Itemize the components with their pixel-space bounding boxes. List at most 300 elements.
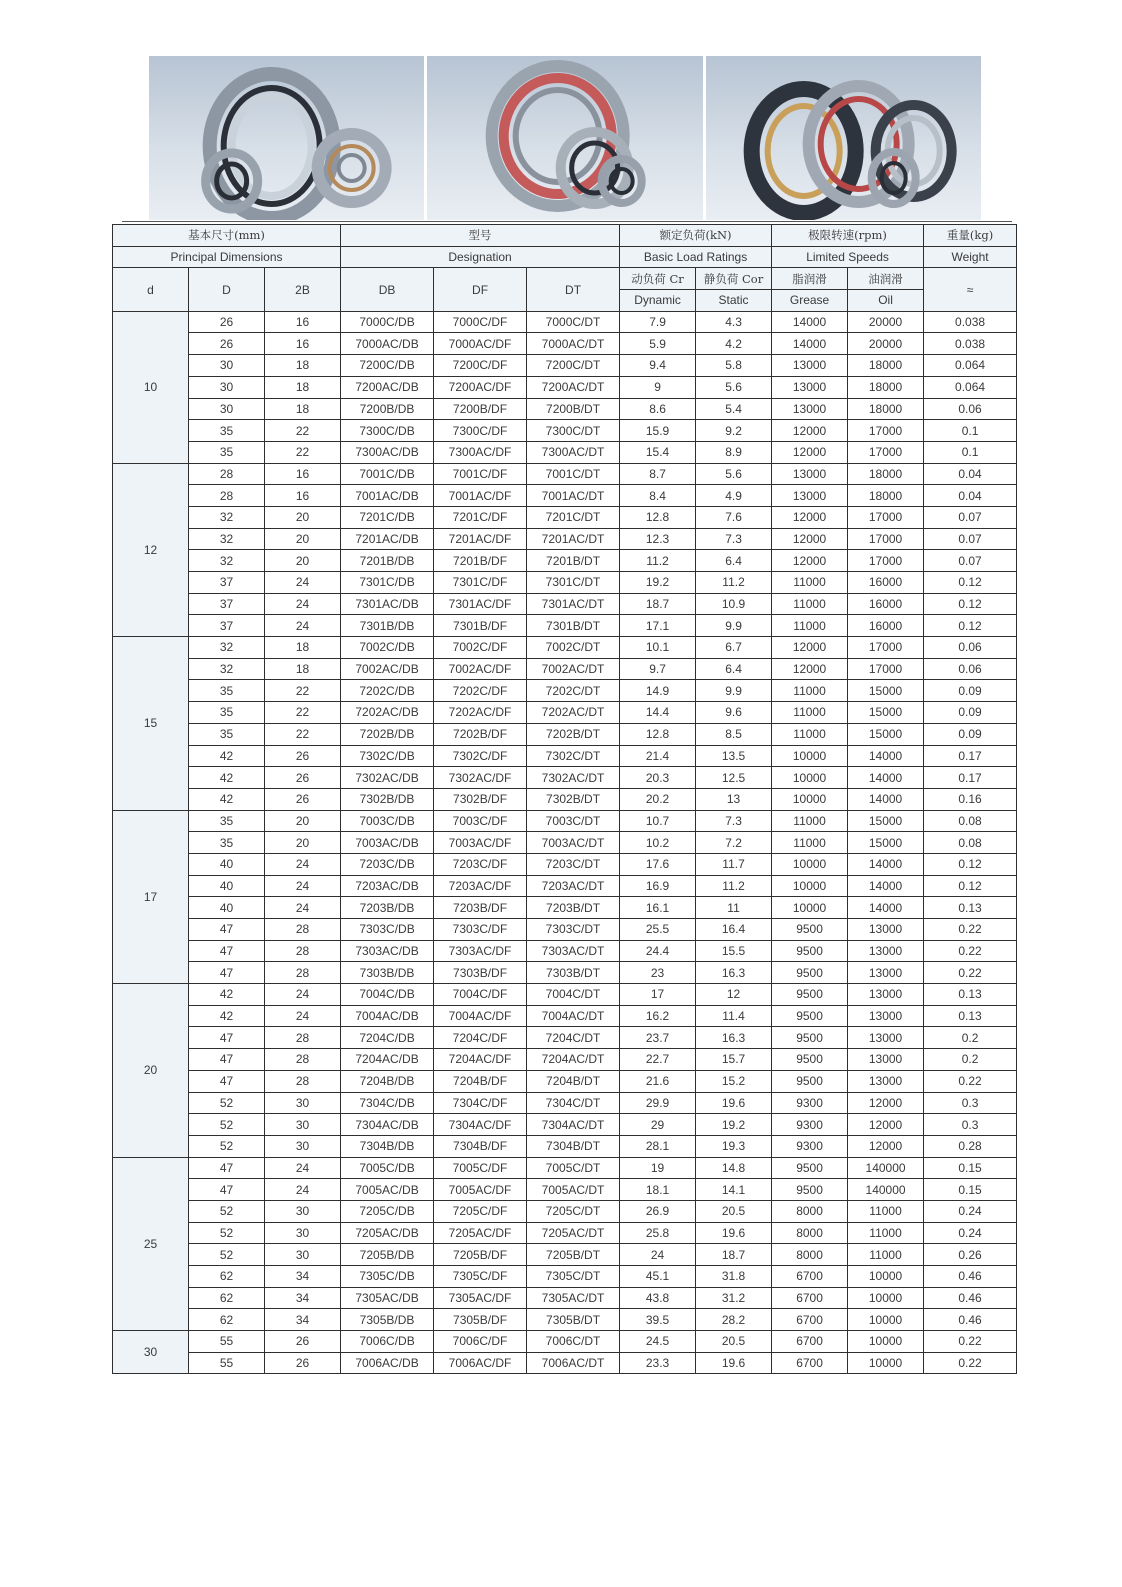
static-load-cell: 9.2 — [696, 420, 772, 442]
dynamic-load-cell: 17.1 — [620, 615, 696, 637]
dynamic-load-cell: 15.9 — [620, 420, 696, 442]
oil-speed-cell: 17000 — [848, 441, 924, 463]
designation-db-cell: 7300AC/DB — [341, 441, 434, 463]
bearing-photo-2 — [427, 56, 702, 220]
static-load-cell: 31.8 — [696, 1266, 772, 1288]
designation-df-cell: 7203AC/DF — [434, 875, 527, 897]
designation-db-cell: 7005AC/DB — [341, 1179, 434, 1201]
designation-dt-cell: 7005AC/DT — [527, 1179, 620, 1201]
static-en-header: Static — [696, 290, 772, 312]
width-2b-cell: 30 — [265, 1135, 341, 1157]
static-load-cell: 8.9 — [696, 441, 772, 463]
width-2b-cell: 30 — [265, 1244, 341, 1266]
width-2b-cell: 34 — [265, 1309, 341, 1331]
grease-speed-cell: 9500 — [772, 1005, 848, 1027]
dynamic-load-cell: 8.7 — [620, 463, 696, 485]
weight-cell: 0.09 — [924, 702, 1017, 724]
dynamic-en-header: Dynamic — [620, 290, 696, 312]
table-row — [113, 615, 1017, 637]
designation-df-cell: 7205B/DF — [434, 1244, 527, 1266]
outer-diameter-cell: 40 — [189, 897, 265, 919]
table-row — [113, 528, 1017, 550]
width-2b-cell: 22 — [265, 680, 341, 702]
outer-diameter-cell: 55 — [189, 1352, 265, 1374]
grease-speed-cell: 13000 — [772, 463, 848, 485]
outer-diameter-cell: 35 — [189, 810, 265, 832]
table-row — [113, 919, 1017, 941]
designation-db-cell: 7203AC/DB — [341, 875, 434, 897]
weight-cell: 0.064 — [924, 376, 1017, 398]
designation-dt-cell: 7303B/DT — [527, 962, 620, 984]
designation-df-cell: 7003AC/DF — [434, 832, 527, 854]
width-2b-cell: 28 — [265, 1027, 341, 1049]
designation-df-cell: 7305AC/DF — [434, 1287, 527, 1309]
static-load-cell: 7.2 — [696, 832, 772, 854]
designation-db-cell: 7204B/DB — [341, 1070, 434, 1092]
dynamic-load-cell: 26.9 — [620, 1200, 696, 1222]
designation-dt-cell: 7201B/DT — [527, 550, 620, 572]
designation-db-cell: 7203B/DB — [341, 897, 434, 919]
designation-db-cell: 7001AC/DB — [341, 485, 434, 507]
weight-cell: 0.2 — [924, 1049, 1017, 1071]
oil-speed-cell: 13000 — [848, 1049, 924, 1071]
weight-cell: 0.07 — [924, 506, 1017, 528]
limited-speeds-en: Limited Speeds — [772, 246, 924, 268]
designation-dt-cell: 7301C/DT — [527, 572, 620, 594]
table-body — [113, 311, 1017, 1374]
designation-df-cell: 7003C/DF — [434, 810, 527, 832]
weight-cell: 0.064 — [924, 355, 1017, 377]
static-load-cell: 19.6 — [696, 1352, 772, 1374]
table-row — [113, 723, 1017, 745]
designation-dt-cell: 7006C/DT — [527, 1331, 620, 1353]
width-2b-cell: 24 — [265, 1005, 341, 1027]
oil-speed-cell: 14000 — [848, 875, 924, 897]
weight-cell: 0.13 — [924, 984, 1017, 1006]
oil-speed-cell: 11000 — [848, 1244, 924, 1266]
table-row — [113, 810, 1017, 832]
table-row — [113, 897, 1017, 919]
grease-speed-cell: 6700 — [772, 1266, 848, 1288]
static-load-cell: 8.5 — [696, 723, 772, 745]
width-2b-cell: 20 — [265, 550, 341, 572]
dynamic-load-cell: 19.2 — [620, 572, 696, 594]
designation-df-cell: 7300AC/DF — [434, 441, 527, 463]
designation-df-cell: 7001AC/DF — [434, 485, 527, 507]
table-row — [113, 853, 1017, 875]
width-2b-cell: 28 — [265, 940, 341, 962]
designation-df-cell: 7202C/DF — [434, 680, 527, 702]
dynamic-load-cell: 18.7 — [620, 593, 696, 615]
outer-diameter-cell: 47 — [189, 1157, 265, 1179]
designation-df-cell: 7303C/DF — [434, 919, 527, 941]
col-DF-header: DF — [434, 268, 527, 311]
top-divider — [122, 221, 1012, 222]
static-load-cell: 14.1 — [696, 1179, 772, 1201]
grease-speed-cell: 9300 — [772, 1092, 848, 1114]
table-row — [113, 1179, 1017, 1201]
width-2b-cell: 22 — [265, 420, 341, 442]
outer-diameter-cell: 40 — [189, 853, 265, 875]
grease-speed-cell: 6700 — [772, 1309, 848, 1331]
bore-diameter-cell: 25 — [113, 1157, 189, 1331]
width-2b-cell: 28 — [265, 962, 341, 984]
designation-df-cell: 7305C/DF — [434, 1266, 527, 1288]
outer-diameter-cell: 35 — [189, 702, 265, 724]
designation-db-cell: 7002AC/DB — [341, 658, 434, 680]
weight-cell: 0.04 — [924, 485, 1017, 507]
static-load-cell: 16.3 — [696, 1027, 772, 1049]
width-2b-cell: 16 — [265, 463, 341, 485]
static-cn-header: 静负荷 Cor — [696, 268, 772, 290]
weight-cell: 0.09 — [924, 680, 1017, 702]
dynamic-load-cell: 21.6 — [620, 1070, 696, 1092]
static-load-cell: 10.9 — [696, 593, 772, 615]
designation-dt-cell: 7304C/DT — [527, 1092, 620, 1114]
oil-speed-cell: 140000 — [848, 1179, 924, 1201]
designation-dt-cell: 7301B/DT — [527, 615, 620, 637]
dynamic-load-cell: 12.3 — [620, 528, 696, 550]
designation-dt-cell: 7003AC/DT — [527, 832, 620, 854]
designation-db-cell: 7305B/DB — [341, 1309, 434, 1331]
oil-speed-cell: 13000 — [848, 919, 924, 941]
dynamic-load-cell: 11.2 — [620, 550, 696, 572]
static-load-cell: 5.4 — [696, 398, 772, 420]
weight-cell: 0.3 — [924, 1114, 1017, 1136]
weight-cell: 0.24 — [924, 1222, 1017, 1244]
designation-dt-cell: 7202AC/DT — [527, 702, 620, 724]
outer-diameter-cell: 26 — [189, 333, 265, 355]
width-2b-cell: 34 — [265, 1266, 341, 1288]
designation-df-cell: 7302B/DF — [434, 788, 527, 810]
outer-diameter-cell: 37 — [189, 593, 265, 615]
designation-df-cell: 7002AC/DF — [434, 658, 527, 680]
designation-df-cell: 7005C/DF — [434, 1157, 527, 1179]
designation-dt-cell: 7000AC/DT — [527, 333, 620, 355]
table-row — [113, 745, 1017, 767]
outer-diameter-cell: 35 — [189, 832, 265, 854]
designation-db-cell: 7305C/DB — [341, 1266, 434, 1288]
grease-speed-cell: 9500 — [772, 1157, 848, 1179]
col-2B-header: 2B — [265, 268, 341, 311]
designation-db-cell: 7302AC/DB — [341, 767, 434, 789]
outer-diameter-cell: 47 — [189, 940, 265, 962]
table-row — [113, 1049, 1017, 1071]
bearing-photo-3 — [706, 56, 981, 220]
width-2b-cell: 24 — [265, 897, 341, 919]
grease-speed-cell: 9500 — [772, 1179, 848, 1201]
designation-df-cell: 7002C/DF — [434, 637, 527, 659]
dynamic-load-cell: 28.1 — [620, 1135, 696, 1157]
static-load-cell: 7.3 — [696, 810, 772, 832]
static-load-cell: 15.2 — [696, 1070, 772, 1092]
table-row — [113, 1200, 1017, 1222]
dynamic-load-cell: 16.1 — [620, 897, 696, 919]
static-load-cell: 15.5 — [696, 940, 772, 962]
weight-cell: 0.12 — [924, 853, 1017, 875]
static-load-cell: 13 — [696, 788, 772, 810]
principal-dimensions-cn: 基本尺寸(mm) — [113, 225, 341, 247]
table-row — [113, 1005, 1017, 1027]
oil-speed-cell: 20000 — [848, 333, 924, 355]
designation-db-cell: 7204C/DB — [341, 1027, 434, 1049]
table-row — [113, 463, 1017, 485]
static-load-cell: 11.2 — [696, 572, 772, 594]
designation-dt-cell: 7300C/DT — [527, 420, 620, 442]
designation-df-cell: 7202AC/DF — [434, 702, 527, 724]
designation-dt-cell: 7200B/DT — [527, 398, 620, 420]
dynamic-load-cell: 12.8 — [620, 506, 696, 528]
table-row — [113, 333, 1017, 355]
designation-df-cell: 7204B/DF — [434, 1070, 527, 1092]
designation-df-cell: 7201AC/DF — [434, 528, 527, 550]
oil-speed-cell: 12000 — [848, 1092, 924, 1114]
width-2b-cell: 26 — [265, 1352, 341, 1374]
table-row — [113, 1331, 1017, 1353]
weight-cell: 0.1 — [924, 420, 1017, 442]
designation-df-cell: 7006AC/DF — [434, 1352, 527, 1374]
static-load-cell: 16.4 — [696, 919, 772, 941]
width-2b-cell: 18 — [265, 398, 341, 420]
oil-speed-cell: 15000 — [848, 680, 924, 702]
load-ratings-cn: 额定负荷(kN) — [620, 225, 772, 247]
dynamic-load-cell: 23 — [620, 962, 696, 984]
oil-speed-cell: 16000 — [848, 572, 924, 594]
oil-speed-cell: 17000 — [848, 506, 924, 528]
outer-diameter-cell: 35 — [189, 680, 265, 702]
oil-speed-cell: 12000 — [848, 1135, 924, 1157]
grease-speed-cell: 9300 — [772, 1114, 848, 1136]
grease-speed-cell: 9500 — [772, 962, 848, 984]
dynamic-load-cell: 12.8 — [620, 723, 696, 745]
designation-df-cell: 7304B/DF — [434, 1135, 527, 1157]
table-row — [113, 420, 1017, 442]
designation-df-cell: 7303AC/DF — [434, 940, 527, 962]
dynamic-load-cell: 23.7 — [620, 1027, 696, 1049]
oil-speed-cell: 15000 — [848, 810, 924, 832]
weight-cell: 0.3 — [924, 1092, 1017, 1114]
static-load-cell: 19.6 — [696, 1092, 772, 1114]
dynamic-load-cell: 7.9 — [620, 311, 696, 333]
outer-diameter-cell: 47 — [189, 1070, 265, 1092]
table-row — [113, 984, 1017, 1006]
designation-db-cell: 7301B/DB — [341, 615, 434, 637]
static-load-cell: 7.3 — [696, 528, 772, 550]
oil-speed-cell: 18000 — [848, 398, 924, 420]
weight-cell: 0.08 — [924, 810, 1017, 832]
oil-speed-cell: 10000 — [848, 1352, 924, 1374]
designation-cn: 型号 — [341, 225, 620, 247]
designation-db-cell: 7200B/DB — [341, 398, 434, 420]
oil-speed-cell: 18000 — [848, 355, 924, 377]
grease-speed-cell: 8000 — [772, 1200, 848, 1222]
weight-cell: 0.13 — [924, 1005, 1017, 1027]
table-row — [113, 1244, 1017, 1266]
designation-dt-cell: 7201C/DT — [527, 506, 620, 528]
oil-speed-cell: 17000 — [848, 637, 924, 659]
designation-df-cell: 7004C/DF — [434, 984, 527, 1006]
designation-df-cell: 7303B/DF — [434, 962, 527, 984]
table-row — [113, 441, 1017, 463]
table-row — [113, 875, 1017, 897]
designation-dt-cell: 7002C/DT — [527, 637, 620, 659]
width-2b-cell: 22 — [265, 723, 341, 745]
designation-db-cell: 7006AC/DB — [341, 1352, 434, 1374]
designation-dt-cell: 7204AC/DT — [527, 1049, 620, 1071]
static-load-cell: 6.7 — [696, 637, 772, 659]
static-load-cell: 9.9 — [696, 680, 772, 702]
oil-speed-cell: 15000 — [848, 832, 924, 854]
dynamic-load-cell: 25.8 — [620, 1222, 696, 1244]
outer-diameter-cell: 35 — [189, 441, 265, 463]
designation-dt-cell: 7301AC/DT — [527, 593, 620, 615]
grease-speed-cell: 11000 — [772, 593, 848, 615]
table-row — [113, 1027, 1017, 1049]
designation-db-cell: 7303C/DB — [341, 919, 434, 941]
bore-diameter-cell: 15 — [113, 637, 189, 811]
width-2b-cell: 28 — [265, 1049, 341, 1071]
table-row — [113, 832, 1017, 854]
designation-df-cell: 7301AC/DF — [434, 593, 527, 615]
grease-speed-cell: 9500 — [772, 1070, 848, 1092]
weight-cell: 0.46 — [924, 1309, 1017, 1331]
oil-speed-cell: 17000 — [848, 658, 924, 680]
width-2b-cell: 24 — [265, 984, 341, 1006]
designation-df-cell: 7200B/DF — [434, 398, 527, 420]
dynamic-load-cell: 20.3 — [620, 767, 696, 789]
width-2b-cell: 26 — [265, 1331, 341, 1353]
oil-speed-cell: 140000 — [848, 1157, 924, 1179]
dynamic-load-cell: 20.2 — [620, 788, 696, 810]
static-load-cell: 20.5 — [696, 1331, 772, 1353]
col-d-header: d — [113, 268, 189, 311]
weight-cell: 0.06 — [924, 637, 1017, 659]
table-row — [113, 398, 1017, 420]
designation-dt-cell: 7300AC/DT — [527, 441, 620, 463]
width-2b-cell: 28 — [265, 919, 341, 941]
static-load-cell: 9.9 — [696, 615, 772, 637]
static-load-cell: 18.7 — [696, 1244, 772, 1266]
outer-diameter-cell: 47 — [189, 1179, 265, 1201]
bore-diameter-cell: 30 — [113, 1331, 189, 1374]
grease-speed-cell: 12000 — [772, 637, 848, 659]
oil-speed-cell: 14000 — [848, 788, 924, 810]
bearing-photo-1 — [149, 56, 424, 220]
width-2b-cell: 20 — [265, 832, 341, 854]
grease-speed-cell: 9500 — [772, 940, 848, 962]
designation-db-cell: 7300C/DB — [341, 420, 434, 442]
dynamic-load-cell: 22.7 — [620, 1049, 696, 1071]
grease-speed-cell: 10000 — [772, 853, 848, 875]
dynamic-load-cell: 43.8 — [620, 1287, 696, 1309]
outer-diameter-cell: 52 — [189, 1200, 265, 1222]
grease-speed-cell: 13000 — [772, 398, 848, 420]
width-2b-cell: 26 — [265, 788, 341, 810]
designation-df-cell: 7004AC/DF — [434, 1005, 527, 1027]
static-load-cell: 4.3 — [696, 311, 772, 333]
designation-df-cell: 7000AC/DF — [434, 333, 527, 355]
table-row — [113, 1092, 1017, 1114]
bearing-illustration-1 — [149, 56, 424, 220]
designation-df-cell: 7000C/DF — [434, 311, 527, 333]
table-row — [113, 637, 1017, 659]
designation-db-cell: 7201AC/DB — [341, 528, 434, 550]
width-2b-cell: 22 — [265, 441, 341, 463]
weight-cell: 0.038 — [924, 333, 1017, 355]
static-load-cell: 12 — [696, 984, 772, 1006]
outer-diameter-cell: 35 — [189, 420, 265, 442]
oil-speed-cell: 10000 — [848, 1266, 924, 1288]
width-2b-cell: 18 — [265, 658, 341, 680]
designation-dt-cell: 7002AC/DT — [527, 658, 620, 680]
grease-speed-cell: 9500 — [772, 1049, 848, 1071]
designation-db-cell: 7200C/DB — [341, 355, 434, 377]
grease-speed-cell: 8000 — [772, 1244, 848, 1266]
header-row-en — [113, 246, 1017, 268]
outer-diameter-cell: 47 — [189, 919, 265, 941]
designation-df-cell: 7301C/DF — [434, 572, 527, 594]
product-photo-banner — [149, 56, 981, 220]
static-load-cell: 16.3 — [696, 962, 772, 984]
weight-cell: 0.07 — [924, 550, 1017, 572]
grease-speed-cell: 14000 — [772, 333, 848, 355]
static-load-cell: 28.2 — [696, 1309, 772, 1331]
grease-speed-cell: 11000 — [772, 723, 848, 745]
dynamic-load-cell: 45.1 — [620, 1266, 696, 1288]
designation-db-cell: 7304B/DB — [341, 1135, 434, 1157]
designation-db-cell: 7005C/DB — [341, 1157, 434, 1179]
table-row — [113, 680, 1017, 702]
designation-dt-cell: 7302AC/DT — [527, 767, 620, 789]
dynamic-load-cell: 9.4 — [620, 355, 696, 377]
weight-cell: 0.24 — [924, 1200, 1017, 1222]
outer-diameter-cell: 62 — [189, 1309, 265, 1331]
grease-speed-cell: 11000 — [772, 615, 848, 637]
weight-cell: 0.12 — [924, 875, 1017, 897]
oil-speed-cell: 14000 — [848, 767, 924, 789]
grease-speed-cell: 6700 — [772, 1287, 848, 1309]
designation-db-cell: 7205C/DB — [341, 1200, 434, 1222]
static-load-cell: 4.2 — [696, 333, 772, 355]
grease-speed-cell: 10000 — [772, 745, 848, 767]
designation-dt-cell: 7202B/DT — [527, 723, 620, 745]
dynamic-load-cell: 16.9 — [620, 875, 696, 897]
weight-cell: 0.22 — [924, 940, 1017, 962]
col-DB-header: DB — [341, 268, 434, 311]
outer-diameter-cell: 42 — [189, 984, 265, 1006]
designation-df-cell: 7302AC/DF — [434, 767, 527, 789]
static-load-cell: 6.4 — [696, 550, 772, 572]
grease-speed-cell: 10000 — [772, 897, 848, 919]
outer-diameter-cell: 52 — [189, 1092, 265, 1114]
grease-speed-cell: 12000 — [772, 506, 848, 528]
width-2b-cell: 20 — [265, 506, 341, 528]
designation-df-cell: 7201C/DF — [434, 506, 527, 528]
designation-dt-cell: 7201AC/DT — [527, 528, 620, 550]
width-2b-cell: 24 — [265, 1179, 341, 1201]
static-load-cell: 14.8 — [696, 1157, 772, 1179]
weight-cell: 0.06 — [924, 398, 1017, 420]
table-row — [113, 1287, 1017, 1309]
grease-speed-cell: 14000 — [772, 311, 848, 333]
weight-cell: 0.22 — [924, 1070, 1017, 1092]
width-2b-cell: 16 — [265, 485, 341, 507]
designation-df-cell: 7304AC/DF — [434, 1114, 527, 1136]
grease-cn-header: 脂润滑 — [772, 268, 848, 290]
width-2b-cell: 28 — [265, 1070, 341, 1092]
dynamic-load-cell: 14.9 — [620, 680, 696, 702]
designation-dt-cell: 7305B/DT — [527, 1309, 620, 1331]
